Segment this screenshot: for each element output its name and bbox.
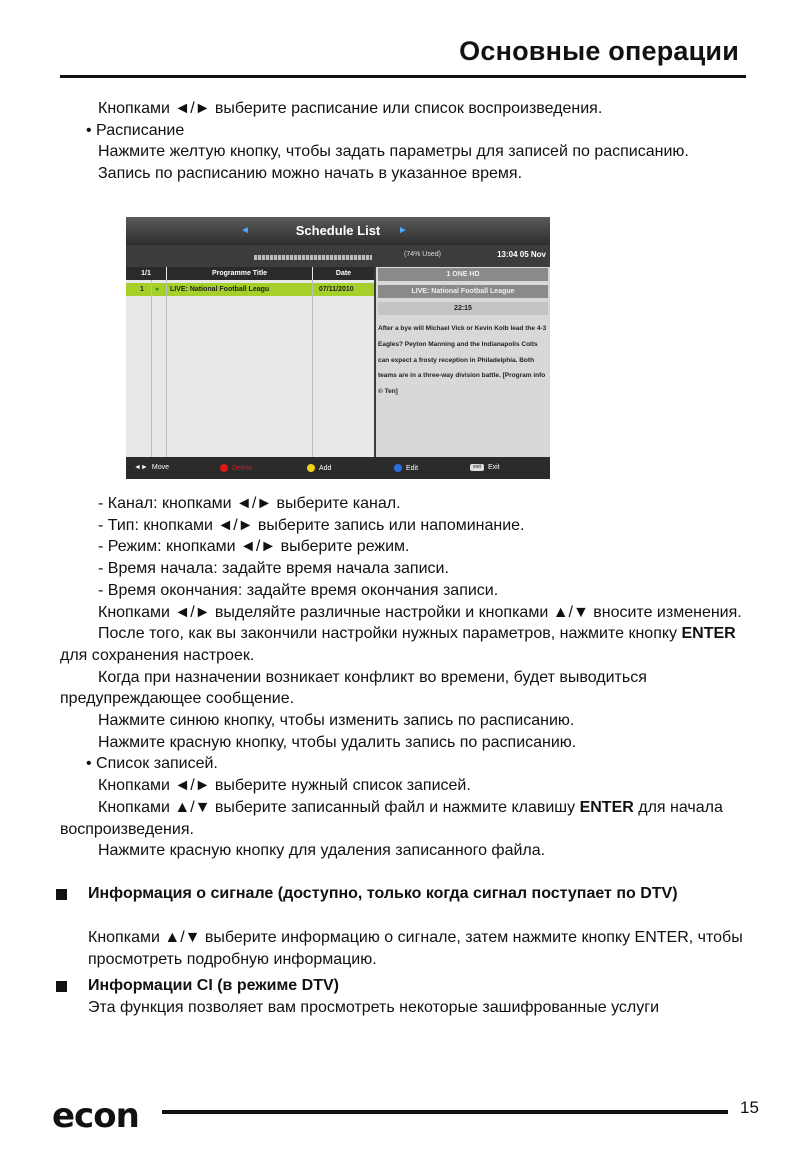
- intro-paragraph: Нажмите желтую кнопку, чтобы задать параметры для записей по расписанию.: [98, 143, 689, 161]
- section-body-ci: Эта функция позволяет вам просмотреть некоторые зашифрованные услуги: [88, 999, 660, 1016]
- section-title-ci: Информации CI (в режиме DTV): [88, 977, 339, 994]
- red-button-icon: [220, 464, 228, 472]
- body-paragraph: Кнопками ◄/► выберите нужный список записей.: [98, 777, 471, 795]
- intro-text: [60, 98, 750, 185]
- footer-add: Add: [307, 464, 331, 472]
- footer-delete: Delete: [220, 464, 252, 472]
- record-icon: ●: [155, 286, 160, 293]
- row-title: LIVE: National Football Leagu: [170, 286, 270, 293]
- body-paragraph: Кнопками ◄/► выделяйте различные настройки и кнопками ▲/▼ вносите изменения.: [98, 603, 742, 621]
- column-divider: [166, 280, 167, 457]
- section-body-signal: Кнопками ▲/▼ выберите информацию о сигнале, затем нажмите кнопку ENTER, чтобы просмотреть подробную информацию.: [88, 929, 743, 968]
- dash-item: - Время окончания: задайте время окончания записи.: [98, 581, 499, 599]
- page-number: 15: [740, 1098, 759, 1117]
- dash-item: - Тип: кнопками ◄/► выберите запись или напоминание.: [98, 516, 525, 534]
- yellow-button-icon: [307, 464, 315, 472]
- info-description: After a bye will Michael Vick or Kevin Kolb lead the 4-3 Eagles? Peyton Manning and the Indianapolis Colts can expect a frosty reception in Philadelphia. Both teams are in a three-way division battle. [Program info © Ten]: [378, 325, 547, 396]
- body-paragraph: Кнопками ▲/▼ выберите записанный файл и нажмите клавишу ENTER для начала воспроизведения.: [60, 798, 723, 838]
- dash-item: - Режим: кнопками ◄/► выберите режим.: [98, 538, 410, 556]
- econ-logo: econ: [52, 1096, 139, 1136]
- intro-paragraph: Кнопками ◄/► выберите расписание или список воспроизведения.: [98, 100, 603, 117]
- body-paragraph: Нажмите красную кнопку, чтобы удалить запись по расписанию.: [98, 733, 577, 751]
- screenshot-footer: [126, 457, 550, 479]
- column-divider: [312, 280, 313, 457]
- section-title-signal: Информация о сигнале (доступно, только когда сигнал поступает по DTV): [88, 885, 678, 902]
- intro-paragraph: Запись по расписанию можно начать в указанное время.: [98, 165, 523, 183]
- info-time: 22:15: [378, 302, 548, 315]
- footer-edit: Edit: [394, 464, 418, 472]
- storage-usage-text: (74% Used): [404, 251, 441, 258]
- programme-info-panel: [376, 267, 550, 457]
- section-bullet-icon: [56, 981, 67, 992]
- info-programme: LIVE: National Football League: [378, 285, 548, 298]
- bullet-recordings: • Список записей.: [86, 755, 218, 773]
- footer-divider: [162, 1110, 728, 1114]
- clock: 13:04 05 Nov: [497, 250, 546, 259]
- right-arrow-icon: ►: [398, 225, 408, 236]
- body-paragraph: После того, как вы закончили настройки нужных параметров, нажмите кнопку ENTER для сохранения настроек.: [60, 625, 736, 664]
- move-arrows-icon: ◄►: [134, 464, 148, 471]
- column-header-date: Date: [313, 267, 374, 280]
- bullet-schedule: • Расписание: [86, 121, 185, 139]
- exit-key-icon: exit: [470, 464, 484, 471]
- dash-item: - Время начала: задайте время начала записи.: [98, 560, 449, 578]
- body-text: [60, 493, 750, 862]
- page-title: Основные операции: [459, 36, 739, 66]
- storage-usage-bar: [254, 255, 372, 260]
- body-paragraph: Когда при назначении возникает конфликт во времени, будет выводиться предупреждающее сообщение.: [60, 668, 647, 708]
- schedule-table: [126, 267, 374, 457]
- column-divider: [151, 280, 152, 457]
- header-divider: [60, 75, 746, 78]
- column-header-title: Programme Title: [167, 267, 312, 280]
- dash-item: - Канал: кнопками ◄/► выберите канал.: [98, 495, 401, 512]
- body-paragraph: Нажмите синюю кнопку, чтобы изменить запись по расписанию.: [98, 712, 575, 730]
- screenshot-title: Schedule List: [295, 223, 381, 238]
- column-header-index: 1/1: [126, 267, 166, 280]
- row-number: 1: [140, 286, 144, 293]
- footer-move: ◄► Move: [134, 464, 169, 471]
- footer-exit: exit Exit: [470, 464, 500, 471]
- schedule-list-screenshot: [126, 217, 550, 479]
- info-channel: 1 ONE HD: [378, 268, 548, 281]
- row-date: 07/11/2010: [319, 286, 354, 293]
- table-row[interactable]: [126, 283, 374, 296]
- body-paragraph: Нажмите красную кнопку для удаления записанного файла.: [98, 842, 546, 860]
- left-arrow-icon: ◄: [240, 225, 250, 236]
- blue-button-icon: [394, 464, 402, 472]
- section-bullet-icon: [56, 889, 67, 900]
